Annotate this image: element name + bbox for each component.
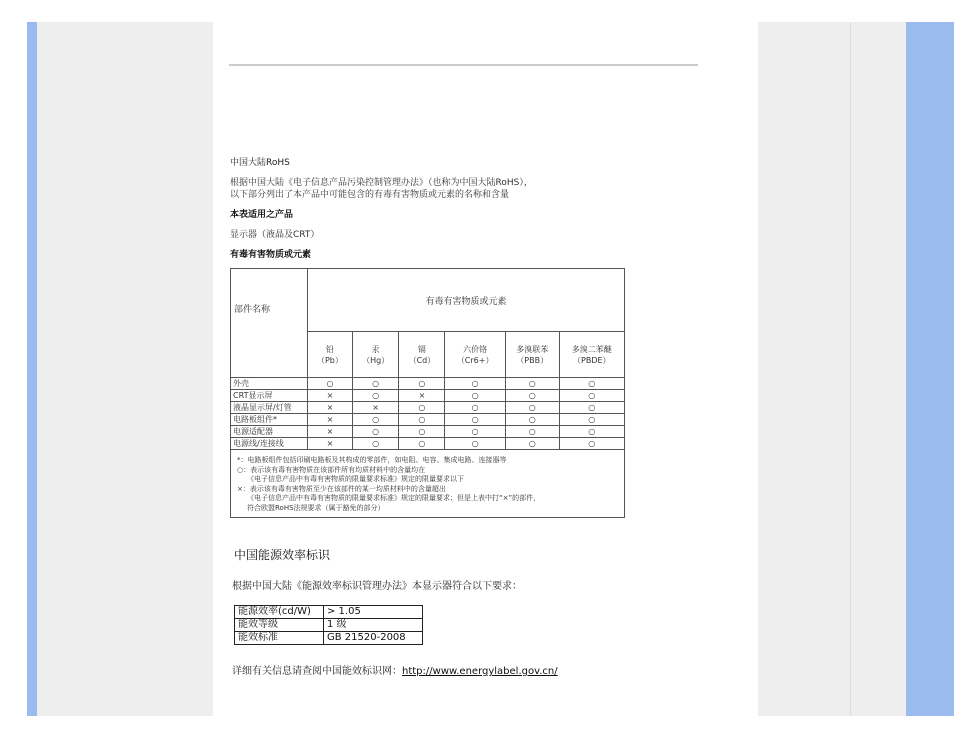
substance-mark: ○ bbox=[399, 414, 445, 426]
substance-symbol: （Cr6+） bbox=[456, 355, 494, 365]
rohs-intro-line-2: 以下部分列出了本产品中可能包含的有毒有害物质或元素的名称和含量 bbox=[230, 190, 510, 200]
rohs-section bbox=[230, 157, 650, 269]
energy-value: 1 级 bbox=[324, 619, 423, 632]
substance-mark: × bbox=[308, 438, 353, 450]
part-name: 电源线/连接线 bbox=[231, 438, 308, 450]
energy-title: 中国能源效率标识 bbox=[234, 548, 331, 562]
energy-label: 能效等级 bbox=[235, 619, 324, 632]
note-asterisk: *：电路板组件包括印刷电路板及其构成的零部件，如电阻、电容、集成电路、连接器等 bbox=[237, 456, 507, 464]
substance-header bbox=[308, 332, 353, 378]
substance-mark: ○ bbox=[505, 378, 559, 390]
substance-mark: × bbox=[352, 402, 399, 414]
substance-mark: × bbox=[308, 402, 353, 414]
rohs-notes bbox=[231, 450, 625, 518]
note-cross-2: 《电子信息产品中有毒有害物质的限量要求标准》规定的限量要求；但是上表中打“×”的部件， bbox=[247, 494, 541, 502]
table-row bbox=[231, 390, 625, 402]
substance-name: 多溴联苯 bbox=[516, 344, 549, 354]
part-name: 电路板组件* bbox=[231, 414, 308, 426]
substance-mark: ○ bbox=[559, 378, 624, 390]
energy-paragraph: 根据中国大陆《能源效率标识管理办法》本显示器符合以下要求： bbox=[232, 581, 522, 592]
substance-mark: ○ bbox=[445, 414, 505, 426]
table-row bbox=[235, 619, 423, 632]
rohs-heading: 中国大陆RoHS bbox=[230, 158, 290, 168]
substance-mark: × bbox=[308, 390, 353, 402]
substance-name: 镉 bbox=[417, 344, 426, 354]
substance-name: 铅 bbox=[325, 344, 334, 354]
rohs-part-header: 部件名称 bbox=[231, 269, 308, 378]
substance-mark: ○ bbox=[559, 426, 624, 438]
rohs-notes-row bbox=[231, 450, 625, 518]
substance-mark: ○ bbox=[399, 402, 445, 414]
substance-mark: ○ bbox=[445, 402, 505, 414]
substance-mark: ○ bbox=[559, 390, 624, 402]
substance-mark: ○ bbox=[559, 414, 624, 426]
substance-mark: × bbox=[399, 390, 445, 402]
table-row bbox=[231, 402, 625, 414]
rohs-intro bbox=[230, 177, 650, 201]
energy-link-prefix: 详细有关信息请查阅中国能效标识网： bbox=[232, 666, 402, 677]
energy-value: GB 21520-2008 bbox=[324, 632, 423, 645]
substance-name: 汞 bbox=[371, 344, 380, 354]
substance-symbol: （Hg） bbox=[362, 355, 390, 365]
part-name: 电源适配器 bbox=[231, 426, 308, 438]
right-gray-panel bbox=[758, 22, 906, 716]
substance-name: 多溴二苯醚 bbox=[571, 344, 612, 354]
right-blue-bar bbox=[906, 22, 954, 716]
substance-mark: ○ bbox=[445, 426, 505, 438]
table-row bbox=[231, 414, 625, 426]
part-name: 外壳 bbox=[231, 378, 308, 390]
substance-header bbox=[505, 332, 559, 378]
note-cross-1: ×：表示该有毒有害物质至少在该部件的某一均质材料中的含量超出 bbox=[237, 484, 446, 493]
left-blue-bar bbox=[27, 22, 37, 716]
substance-symbol: （Pb） bbox=[316, 355, 343, 365]
note-circle-1: ○：表示该有毒有害物质在该部件所有均质材料中的含量均在 bbox=[237, 465, 426, 474]
substance-mark: ○ bbox=[445, 378, 505, 390]
substance-header bbox=[352, 332, 399, 378]
energy-link-line bbox=[232, 662, 558, 677]
substance-header bbox=[399, 332, 445, 378]
rohs-intro-line-1: 根据中国大陆《电子信息产品污染控制管理办法》（也称为中国大陆RoHS）， bbox=[230, 178, 533, 188]
substance-mark: ○ bbox=[399, 426, 445, 438]
energy-label-link[interactable]: http://www.energylabel.gov.cn/ bbox=[402, 666, 558, 677]
substance-mark: ○ bbox=[505, 402, 559, 414]
table-row bbox=[235, 606, 423, 619]
substance-mark: × bbox=[308, 426, 353, 438]
top-divider bbox=[229, 64, 698, 66]
substance-mark: ○ bbox=[352, 438, 399, 450]
substance-mark: ○ bbox=[505, 426, 559, 438]
energy-table bbox=[234, 605, 423, 645]
substance-mark: ○ bbox=[559, 402, 624, 414]
substance-mark: ○ bbox=[445, 438, 505, 450]
substance-mark: ○ bbox=[352, 378, 399, 390]
rohs-scope-label: 本表适用之产品 bbox=[230, 210, 294, 220]
rohs-table-header-row bbox=[231, 269, 625, 332]
rohs-table bbox=[230, 268, 625, 518]
substance-mark: ○ bbox=[445, 390, 505, 402]
substance-header bbox=[559, 332, 624, 378]
table-row bbox=[231, 438, 625, 450]
part-name: CRT显示屏 bbox=[231, 390, 308, 402]
substance-mark: ○ bbox=[559, 438, 624, 450]
substance-name: 六价铬 bbox=[463, 344, 488, 354]
substance-mark: ○ bbox=[352, 414, 399, 426]
substance-mark: ○ bbox=[399, 378, 445, 390]
substance-mark: ○ bbox=[352, 390, 399, 402]
rohs-substances-label: 有毒有害物质或元素 bbox=[230, 250, 312, 260]
substance-mark: ○ bbox=[308, 378, 353, 390]
part-name: 液晶显示屏/灯管 bbox=[231, 402, 308, 414]
substance-mark: ○ bbox=[352, 426, 399, 438]
note-cross-3: 符合欧盟RoHS法规要求（属于豁免的部分） bbox=[247, 503, 385, 512]
table-row bbox=[231, 378, 625, 390]
note-circle-2: 《电子信息产品中有毒有害物质的限量要求标准》规定的限量要求以下 bbox=[247, 475, 464, 483]
substance-mark: ○ bbox=[505, 414, 559, 426]
energy-label: 能效标准 bbox=[235, 632, 324, 645]
substance-symbol: （PBDE） bbox=[573, 355, 611, 365]
table-row bbox=[231, 426, 625, 438]
right-panel-divider bbox=[850, 22, 851, 716]
substance-mark: ○ bbox=[505, 390, 559, 402]
rohs-group-header: 有毒有害物质或元素 bbox=[308, 269, 625, 332]
energy-value: > 1.05 bbox=[324, 606, 423, 619]
table-row bbox=[235, 632, 423, 645]
rohs-scope-value: 显示器（液晶及CRT） bbox=[230, 230, 320, 240]
energy-label: 能源效率(cd/W) bbox=[235, 606, 324, 619]
substance-mark: ○ bbox=[399, 438, 445, 450]
substance-symbol: （PBB） bbox=[516, 355, 549, 365]
substance-header bbox=[445, 332, 505, 378]
left-gray-panel bbox=[37, 22, 213, 716]
substance-mark: ○ bbox=[505, 438, 559, 450]
substance-symbol: （Cd） bbox=[408, 355, 436, 365]
substance-mark: × bbox=[308, 414, 353, 426]
